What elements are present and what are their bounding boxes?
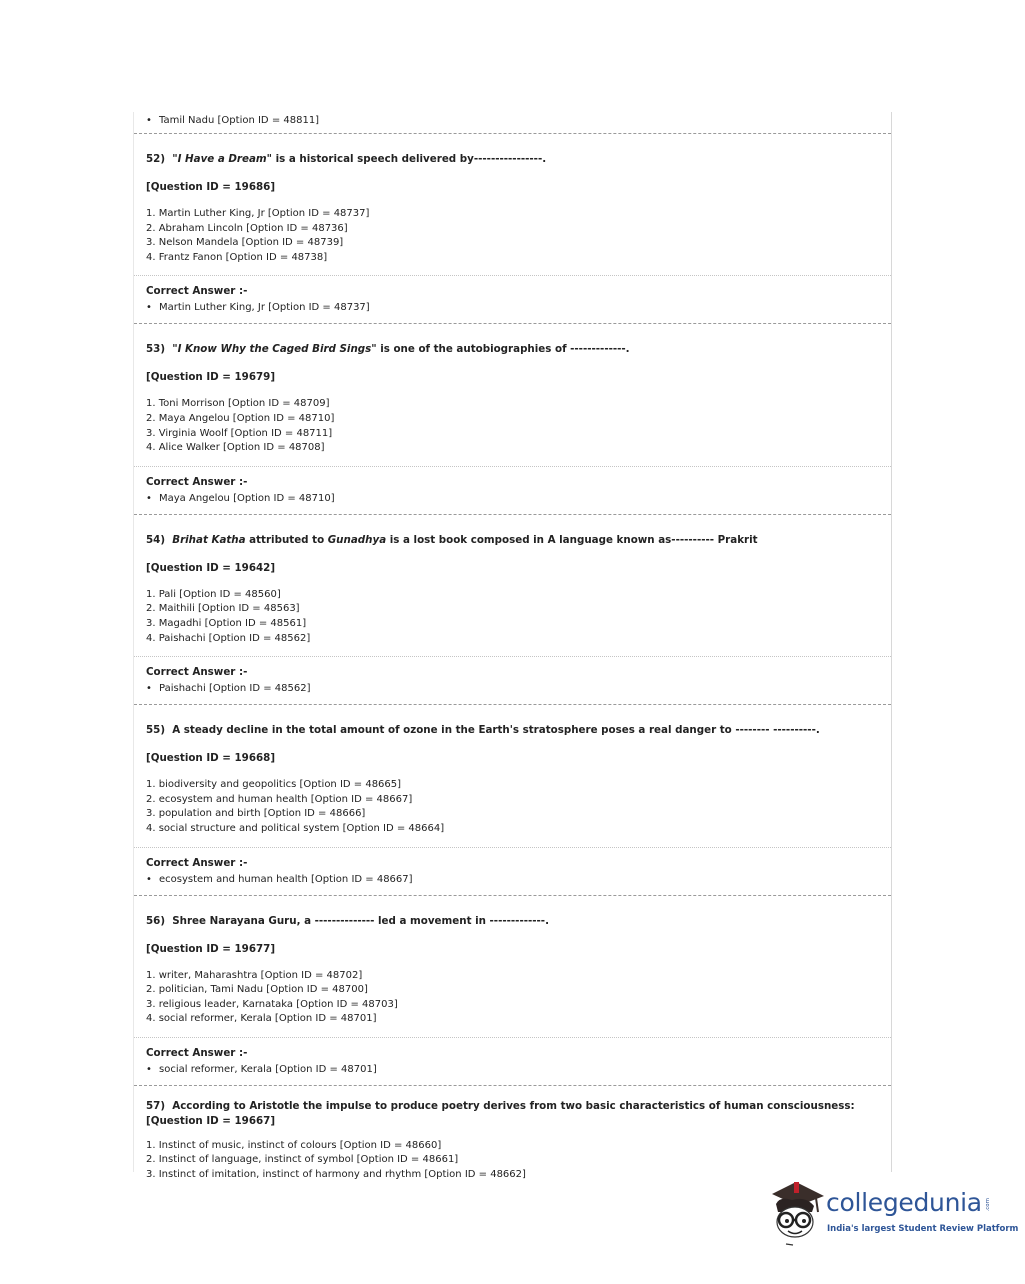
option: 4. Alice Walker [Option ID = 48708] xyxy=(146,442,325,454)
option: 2. ecosystem and human health [Option ID = 48667] xyxy=(146,793,413,805)
logo-tagline: India's largest Student Review Platform xyxy=(827,1224,1019,1234)
option: 1. biodiversity and geopolitics [Option ID = 48665] xyxy=(146,779,402,791)
mascot-icon xyxy=(766,1178,828,1248)
correct-answer: Maya Angelou [Option ID = 48710] xyxy=(159,492,335,504)
option: 3. Instinct of imitation, instinct of harmony and rhythm [Option ID = 48662] xyxy=(146,1169,526,1181)
correct-answer-label: Correct Answer :- xyxy=(146,666,248,679)
option: 4. Paishachi [Option ID = 48562] xyxy=(146,632,311,644)
correct-answer: ecosystem and human health [Option ID = 48667] xyxy=(159,873,413,885)
question-title: 53) "I Know Why the Caged Bird Sings" is one of the autobiographies of -------------. xyxy=(146,343,630,356)
option: 2. Instinct of language, instinct of symbol [Option ID = 48661] xyxy=(146,1154,459,1166)
correct-answer: Martin Luther King, Jr [Option ID = 48737] xyxy=(159,302,370,314)
option: 2. Maya Angelou [Option ID = 48710] xyxy=(146,412,335,424)
options-list xyxy=(146,207,879,265)
option: 3. Magadhi [Option ID = 48561] xyxy=(146,617,307,629)
option: 2. Abraham Lincoln [Option ID = 48736] xyxy=(146,222,348,234)
options-list xyxy=(146,969,879,1027)
question-title: 55) A steady decline in the total amount of ozone in the Earth's stratosphere poses a real danger to -------- ----------. xyxy=(146,724,820,737)
question-55 xyxy=(134,705,891,895)
question-57 xyxy=(134,1086,891,1193)
option: 1. Martin Luther King, Jr [Option ID = 48737] xyxy=(146,208,370,219)
question-title: 57) According to Aristotle the impulse to produce poetry derives from two basic characteristics of human consciousness: [Question ID = 19667] xyxy=(146,1099,855,1127)
bullet-icon: • xyxy=(146,683,152,695)
option: 4. social reformer, Kerala [Option ID = 48701] xyxy=(146,1013,377,1025)
previous-answer-text: Tamil Nadu [Option ID = 48811] xyxy=(159,115,320,126)
correct-answer-label: Correct Answer :- xyxy=(146,475,248,488)
question-id: [Question ID = 19686] xyxy=(146,181,276,193)
bullet-icon: • xyxy=(146,302,152,314)
collegedunia-logo xyxy=(766,1178,1019,1248)
question-52 xyxy=(134,134,891,324)
previous-answer xyxy=(134,112,891,134)
correct-answer-section xyxy=(134,1037,891,1085)
correct-answer-section xyxy=(134,656,891,704)
logo-wordmark: collegedunia xyxy=(826,1188,982,1217)
options-list xyxy=(146,397,879,455)
question-id: [Question ID = 19642] xyxy=(146,561,276,574)
correct-answer-label: Correct Answer :- xyxy=(146,856,248,869)
question-paper xyxy=(133,112,892,1181)
correct-answer-section xyxy=(134,275,891,323)
option: 4. social structure and political system [Option ID = 48664] xyxy=(146,822,445,834)
question-56 xyxy=(134,896,891,1086)
question-54 xyxy=(134,515,891,705)
question-title: 54) Brihat Katha attributed to Gunadhya is a lost book composed in A language known as---------- Prakrit xyxy=(146,533,758,546)
option: 3. religious leader, Karnataka [Option ID = 48703] xyxy=(146,998,398,1010)
correct-answer: social reformer, Kerala [Option ID = 48701] xyxy=(159,1063,377,1075)
option: 1. Pali [Option ID = 48560] xyxy=(146,588,281,600)
option: 1. Instinct of music, instinct of colours [Option ID = 48660] xyxy=(146,1139,442,1151)
question-id: [Question ID = 19668] xyxy=(146,752,276,765)
option: 3. Nelson Mandela [Option ID = 48739] xyxy=(146,237,344,249)
options-list xyxy=(146,1139,879,1183)
bullet-icon: • xyxy=(146,873,152,885)
correct-answer-label: Correct Answer :- xyxy=(146,285,248,298)
option: 2. Maithili [Option ID = 48563] xyxy=(146,603,300,615)
question-id: [Question ID = 19679] xyxy=(146,371,276,384)
correct-answer-label: Correct Answer :- xyxy=(146,1046,248,1059)
option: 1. writer, Maharashtra [Option ID = 48702] xyxy=(146,969,363,981)
option: 4. Frantz Fanon [Option ID = 48738] xyxy=(146,251,328,263)
correct-answer-section xyxy=(134,847,891,895)
bullet-icon: • xyxy=(146,115,152,126)
logo-domain-suffix: .com xyxy=(985,1198,991,1212)
option: 3. Virginia Woolf [Option ID = 48711] xyxy=(146,427,333,439)
option: 1. Toni Morrison [Option ID = 48709] xyxy=(146,398,330,410)
bullet-icon: • xyxy=(146,492,152,504)
options-list xyxy=(146,778,879,836)
bullet-icon: • xyxy=(146,1063,152,1075)
correct-answer-section xyxy=(134,466,891,514)
option: 2. politician, Tami Nadu [Option ID = 48700] xyxy=(146,984,368,996)
correct-answer: Paishachi [Option ID = 48562] xyxy=(159,683,311,695)
option: 3. population and birth [Option ID = 48666] xyxy=(146,808,366,820)
question-53 xyxy=(134,324,891,514)
question-title: 52) "I Have a Dream" is a historical speech delivered by----------------. xyxy=(146,153,547,165)
options-list xyxy=(146,588,879,646)
question-id: [Question ID = 19677] xyxy=(146,942,276,955)
question-title: 56) Shree Narayana Guru, a -------------- led a movement in -------------. xyxy=(146,914,549,927)
